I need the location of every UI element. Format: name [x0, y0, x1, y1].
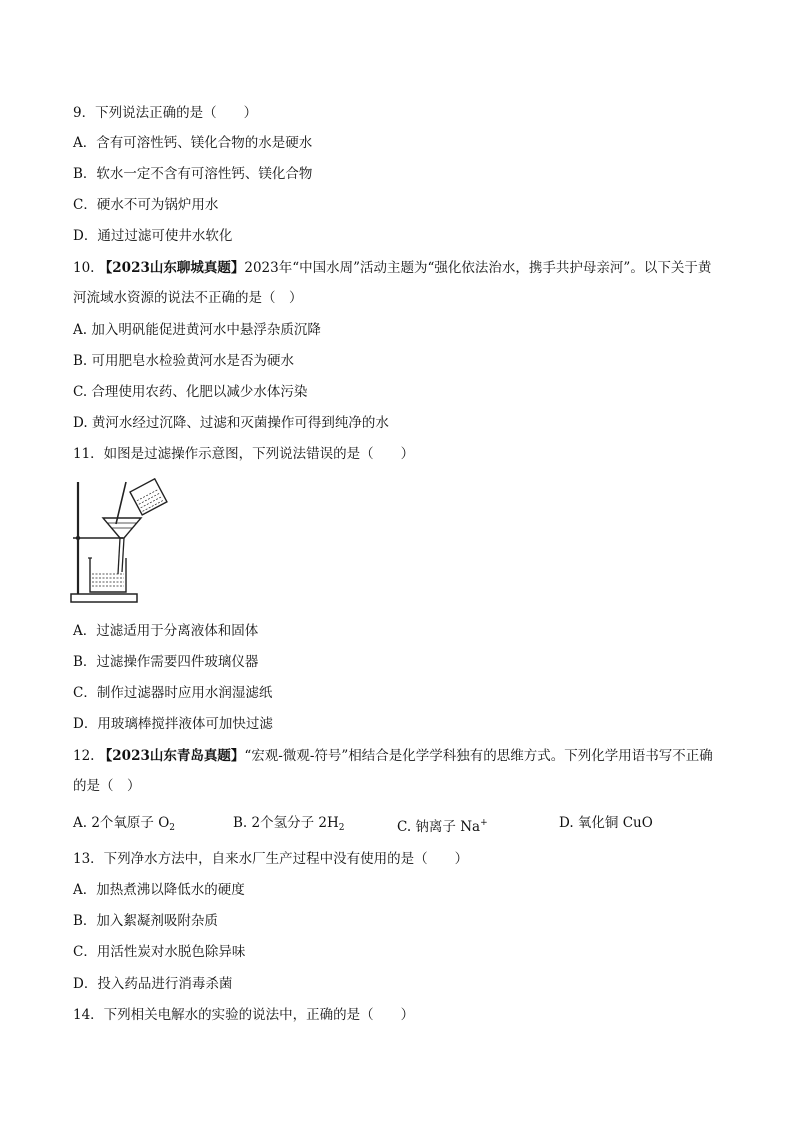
q10-stem-text: 2023年“中国水周”活动主题为“强化依法治水，携手共护母亲河”。以下关于黄 — [244, 260, 712, 276]
receiving-beaker — [90, 558, 126, 592]
q9-stem: 9．下列说法正确的是（ ） — [73, 105, 258, 121]
funnel-stem — [118, 538, 120, 574]
q9-option-d: D．通过过滤可使井水软化 — [73, 228, 233, 244]
q12-stem-text: “宏观-微观-符号”相结合是化学学科独有的思维方式。下列化学用语书写不正确 — [244, 748, 713, 764]
q10-option-c: C. 合理使用农药、化肥以减少水体污染 — [73, 384, 308, 400]
filtration-apparatus-figure — [68, 478, 168, 608]
q12-stem-line2: 的是（ ） — [73, 778, 141, 794]
stand-base — [71, 594, 137, 602]
q13-option-c: C．用活性炭对水脱色除异味 — [73, 944, 246, 960]
q12-stem-line1 — [73, 747, 713, 765]
q11-option-a: A．过滤适用于分离液体和固体 — [73, 623, 259, 639]
q10-option-b: B. 可用肥皂水检验黄河水是否为硬水 — [73, 353, 295, 369]
q10-number: 10. — [73, 260, 95, 276]
q9-option-b: B．软水一定不含有可溶性钙、镁化合物 — [73, 166, 313, 182]
q13-stem: 13．下列净水方法中，自来水厂生产过程中没有使用的是（ ） — [73, 851, 469, 867]
q10-option-a: A. 加入明矾能促进黄河水中悬浮杂质沉降 — [73, 322, 321, 338]
q13-option-b: B．加入絮凝剂吸附杂质 — [73, 913, 218, 929]
q13-option-a: A．加热煮沸以降低水的硬度 — [73, 882, 245, 898]
q12-option-d: D. 氧化铜 CuO — [559, 815, 653, 831]
q11-option-b: B．过滤操作需要四件玻璃仪器 — [73, 654, 259, 670]
q12-option-a: A. 2个氧原子 $O_2$ — [73, 815, 176, 833]
q12-number: 12. — [73, 748, 95, 764]
q12-options-row — [73, 814, 723, 834]
q9-option-a: A．含有可溶性钙、镁化合物的水是硬水 — [73, 135, 313, 151]
q14-stem: 14．下列相关电解水的实验的说法中，正确的是（ ） — [73, 1007, 415, 1023]
q12-source-tag: 【2023山东青岛真题】 — [98, 748, 245, 764]
q11-option-c: C．制作过滤器时应用水润湿滤纸 — [73, 685, 273, 701]
q13-option-d: D．投入药品进行消毒杀菌 — [73, 976, 233, 992]
q10-stem-line2: 河流域水资源的说法不正确的是（ ） — [73, 290, 303, 306]
q10-option-d: D. 黄河水经过沉降、过滤和灭菌操作可得到纯净的水 — [73, 415, 389, 431]
q10-stem-line1 — [73, 259, 711, 277]
q11-stem: 11．如图是过滤操作示意图，下列说法错误的是（ ） — [73, 446, 415, 462]
q9-option-c: C．硬水不可为锅炉用水 — [73, 197, 219, 213]
pouring-beaker — [130, 479, 167, 515]
q10-source-tag: 【2023山东聊城真题】 — [98, 260, 245, 276]
q12-option-b: B. 2个氢分子 $2H_2$ — [233, 815, 345, 833]
q11-option-d: D．用玻璃棒搅拌液体可加快过滤 — [73, 716, 273, 732]
q12-option-c: C. 钠离子 Na+ — [397, 818, 488, 835]
